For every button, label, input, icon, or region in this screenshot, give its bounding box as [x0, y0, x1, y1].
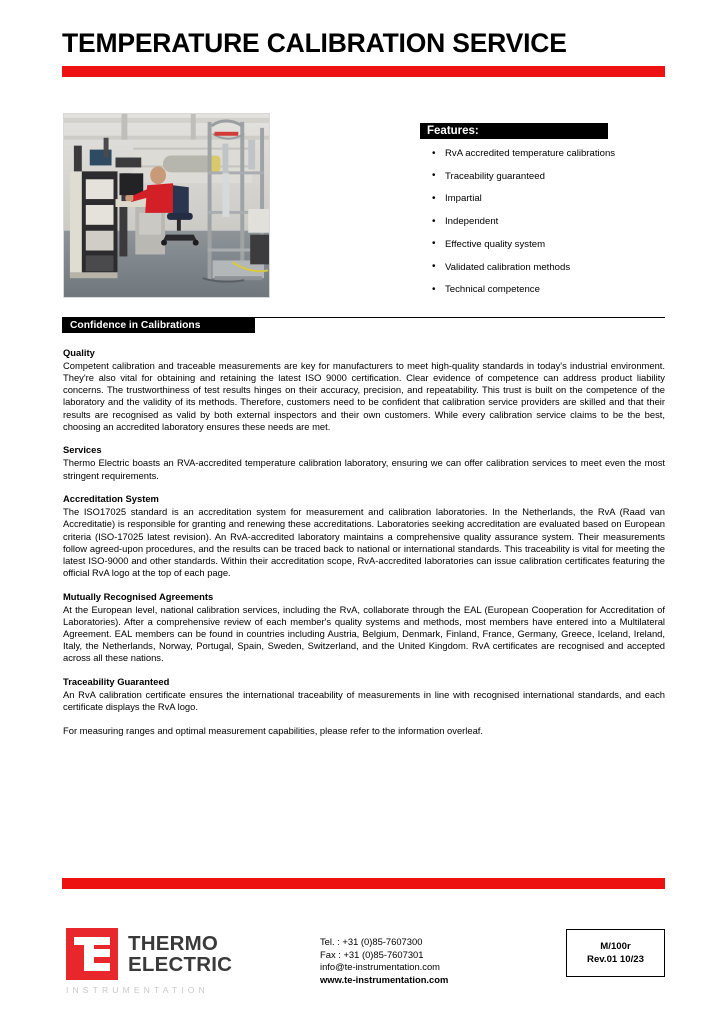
- section-accreditation-system: [63, 493, 665, 579]
- features-heading-label: Features:: [427, 125, 479, 137]
- footer-red-rule: [62, 878, 665, 889]
- features-heading-bar: [420, 123, 608, 139]
- list-item: • Validated calibration methods: [430, 262, 665, 274]
- section-paragraph-overleaf: For measuring ranges and optimal measurement capabilities, please refer to the information overleaf.: [63, 725, 484, 737]
- header-red-rule: [62, 66, 665, 77]
- document-code-number: M/100r: [600, 941, 631, 952]
- list-item: • Traceability guaranteed: [430, 171, 665, 183]
- section-traceability-guaranteed: [63, 676, 665, 737]
- section-services: [63, 444, 665, 481]
- list-item: • Effective quality system: [430, 239, 665, 251]
- section-paragraph: Thermo Electric boasts an RVA-accredited temperature calibration laboratory, ensuring we can offer calibration services to meet even the most stringent requirements.: [63, 457, 665, 481]
- te-monogram-icon: [66, 928, 118, 980]
- laboratory-photo-illustration: [64, 114, 269, 297]
- section-heading: Accreditation System: [63, 493, 159, 505]
- logo-row: [66, 928, 276, 980]
- contact-fax: Fax : +31 (0)85-7607301: [320, 948, 424, 960]
- logo-tagline: INSTRUMENTATION: [66, 985, 209, 995]
- company-logo: [66, 928, 276, 995]
- contact-website[interactable]: www.te-instrumentation.com: [320, 973, 449, 985]
- section-heading: Traceability Guaranteed: [63, 675, 170, 687]
- section-heading-bar: [62, 318, 255, 333]
- list-item: • Impartial: [430, 193, 665, 205]
- list-item: • Technical competence: [430, 284, 665, 296]
- list-item: • Independent: [430, 216, 665, 228]
- section-paragraph: An RvA calibration certificate ensures the international traceability of measurements in line with recognised international standards, and each certificate displays the RvA logo.: [63, 688, 665, 713]
- section-heading: Mutually Recognised Agreements: [63, 590, 214, 602]
- section-paragraph: At the European level, national calibration services, including the RvA, collaborate through the EAL (European Cooperation for Accreditation of Laboratories). After a comprehensive review of each member's quality systems and methods, most members have entered into a Multilateral Agreement. EAL members can be found in countries including Austria, Belgium, Denmark, Finland, France, Germany, Greece, Iceland, Ireland, Italy, the Netherlands, Norway, Portugal, Spain, Sweden, Switzerland, and the United Kingdom. RvA certificates are recognised and accepted across all these nations.: [63, 603, 665, 664]
- section-mutually-recognised-agreements: [63, 591, 665, 665]
- document-body: [63, 347, 665, 749]
- section-heading-label: Confidence in Calibrations: [70, 320, 201, 331]
- page-title: TEMPERATURE CALIBRATION SERVICE: [62, 28, 567, 58]
- document-code-revision: Rev.01 10/23: [587, 954, 644, 965]
- section-heading: Services: [63, 444, 102, 456]
- section-paragraph: Competent calibration and traceable measurements are key for manufacturers to meet high-quality standards in today's industrial environment. They're also vital for obtaining and retaining the latest ISO 9000 certification. Clear evidence of competence can address product liability concerns. The trustworthiness of test results hinges on their accuracy, precision, and repeatability. This trust is built on the competence of the laboratory and the validity of its methods. Therefore, customers need to be confident that calibration service providers are skilled and that their results are recognised as valid by both external inspectors and their own customers. While every calibration service claims to be the best, choosing an accredited laboratory ensures these needs are met.: [63, 360, 665, 432]
- document-code-box: [566, 929, 665, 977]
- logo-line-1: THERMO: [128, 932, 219, 955]
- features-list: [430, 148, 665, 307]
- logo-wordmark: [128, 933, 232, 975]
- section-quality: [63, 347, 665, 433]
- list-item: • RvA accredited temperature calibrations: [430, 148, 665, 160]
- contact-block: [320, 936, 448, 986]
- logo-line-2: ELECTRIC: [128, 953, 233, 976]
- laboratory-photo: [63, 113, 270, 298]
- section-paragraph: The ISO17025 standard is an accreditation system for measurement and calibration laboratories. In the Netherlands, the RvA (Raad van Accreditatie) is responsible for granting and renewing these accreditations. Laboratories seeking accreditation are evaluated based on European criteria (ISO-17025 latest revision). An RvA-accredited laboratory maintains a comprehensive quality assurance system. Their measurements follow agreed-upon procedures, and the results can be traced back to national or international standards. This traceability is vital for meeting the latest ISO-9000 and other standards. Within their accreditation scope, RvA-accredited laboratories can issue calibration certificates featuring the official RvA logo at the top of each page.: [63, 506, 665, 579]
- contact-email[interactable]: info@te-instrumentation.com: [320, 961, 440, 973]
- contact-tel: Tel. : +31 (0)85-7607300: [320, 936, 423, 947]
- section-heading: Quality: [63, 347, 95, 358]
